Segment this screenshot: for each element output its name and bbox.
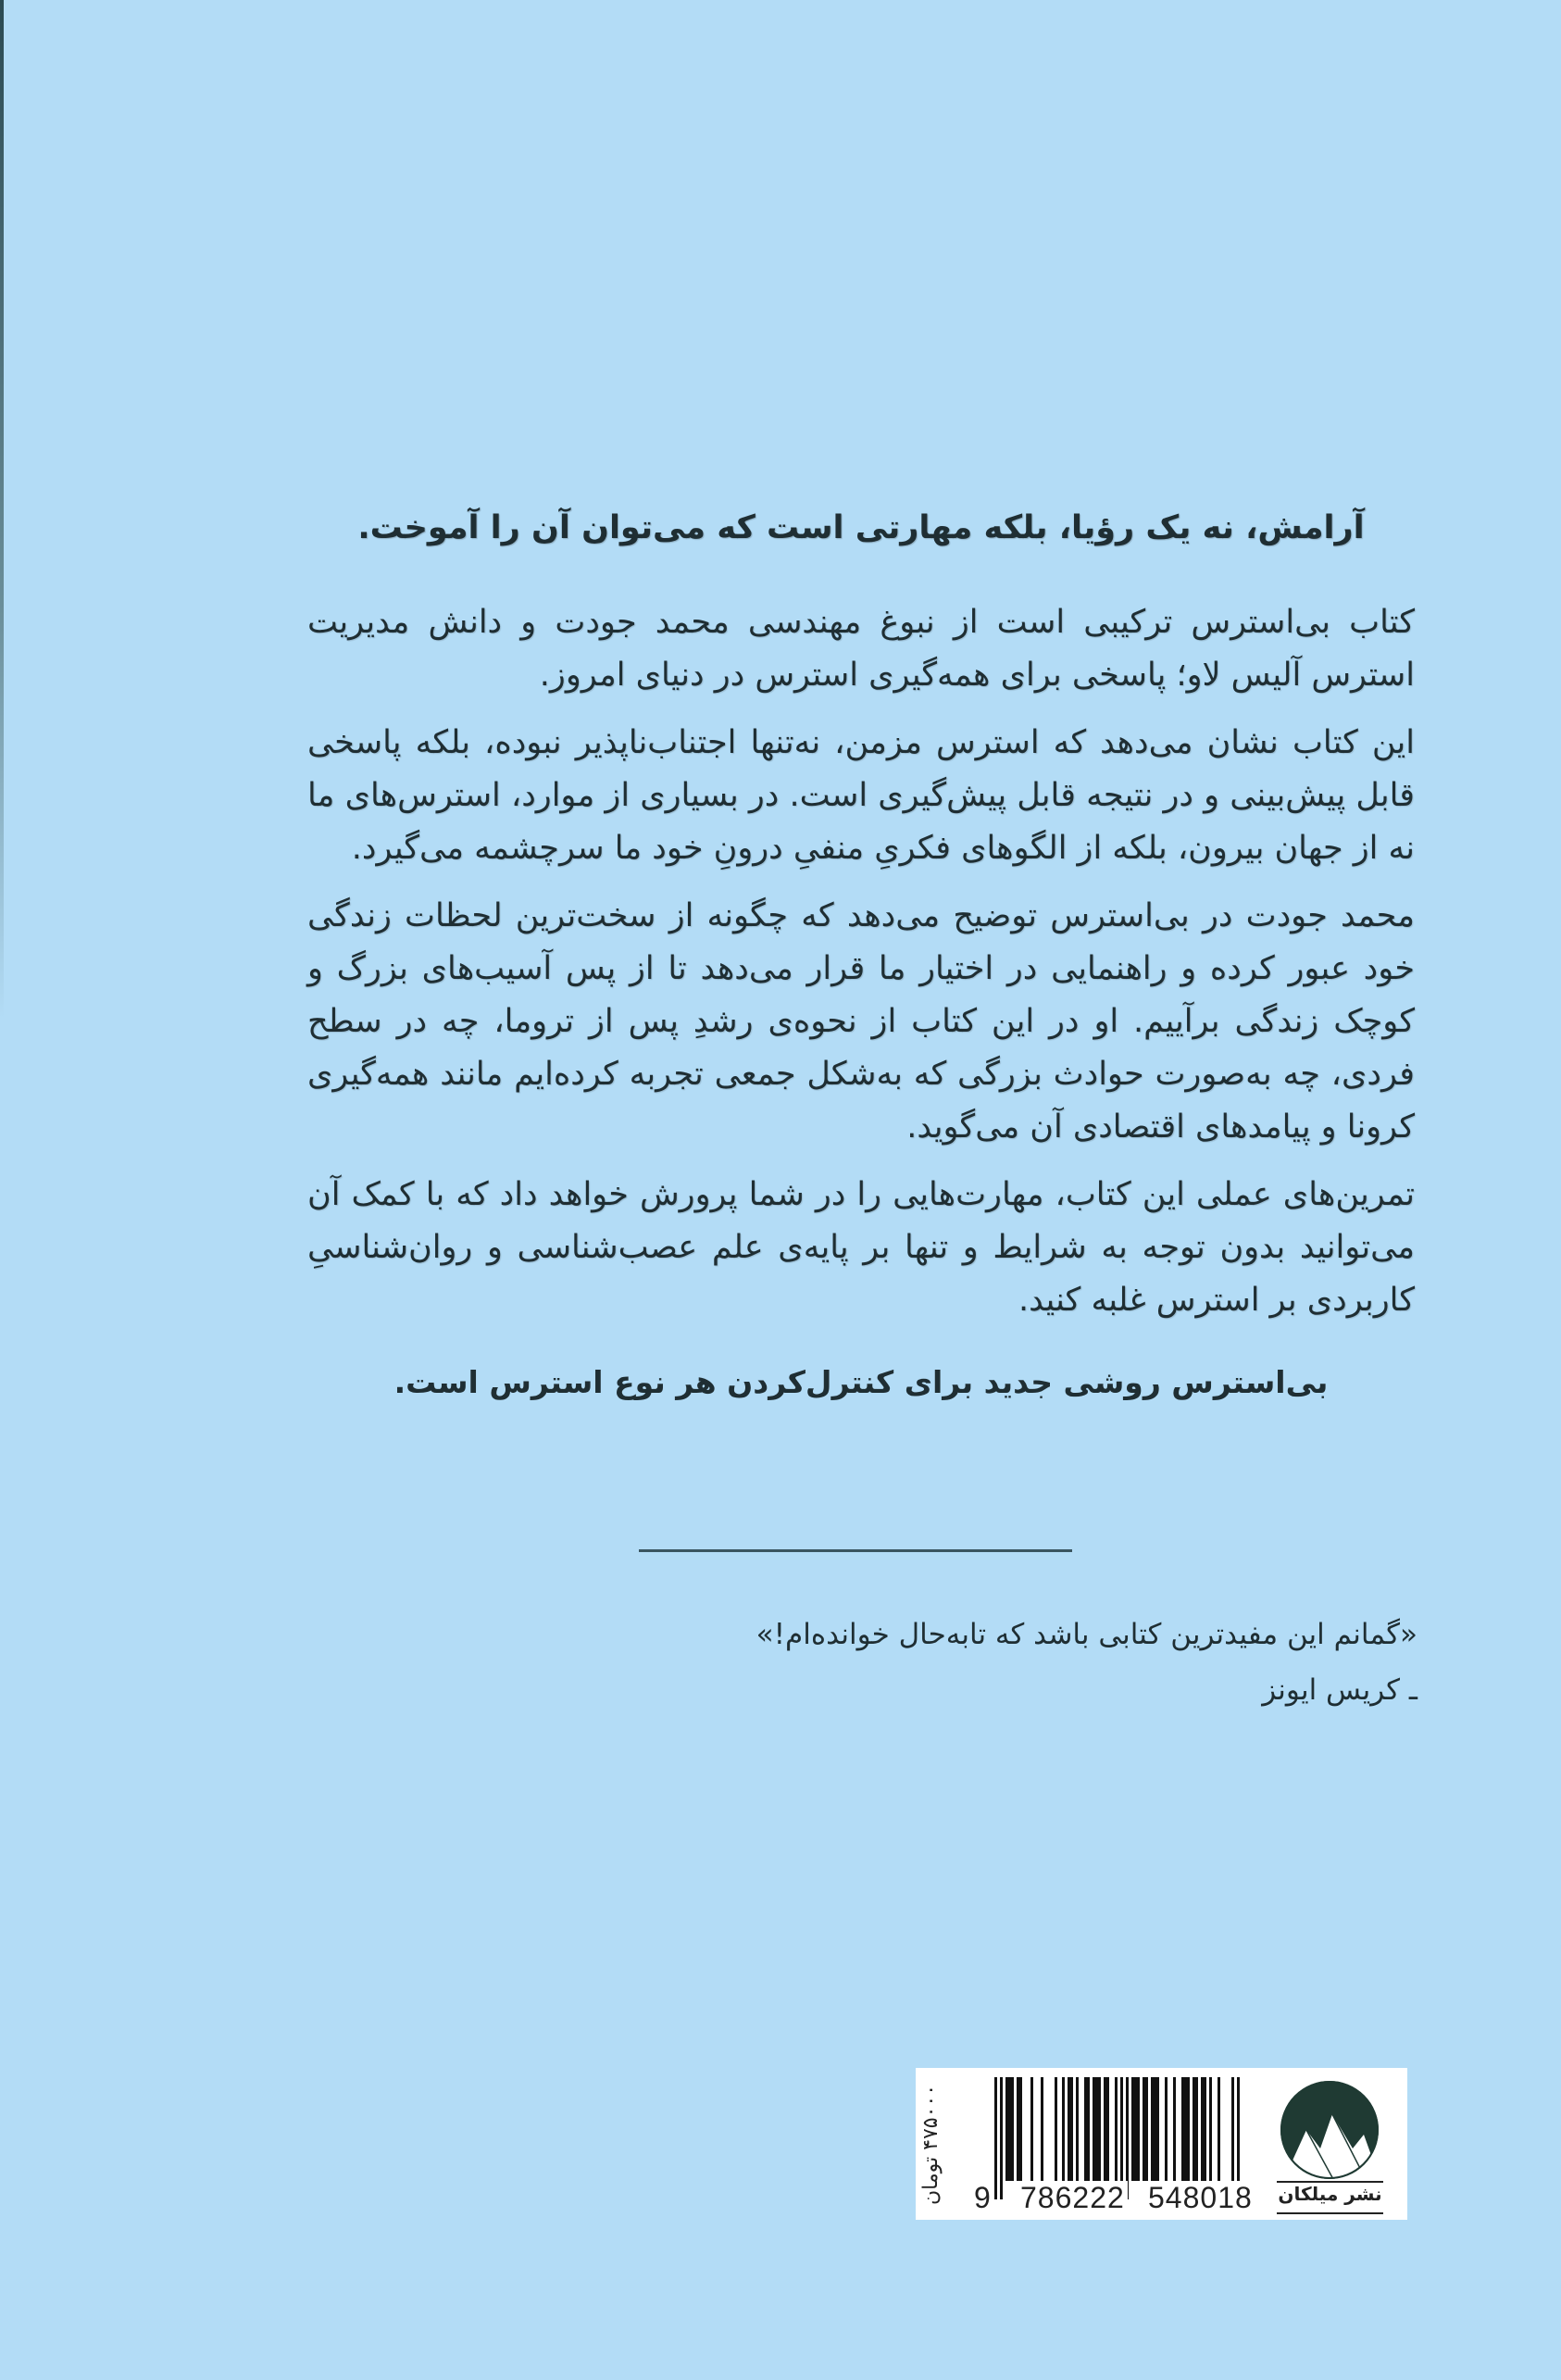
- testimonial-author: ـ کریس ایونز: [1262, 1673, 1417, 1707]
- book-spine-edge: [0, 0, 4, 1019]
- isbn-group-1: 786222: [1018, 2181, 1128, 2215]
- back-cover-blurb: [307, 500, 1415, 1410]
- blurb-paragraph-2: این کتاب نشان می‌دهد که استرس مزمن، نه‌تنها اجتناب‌ناپذیر نبوده، بلکه پاسخی قابل پیش‌بینی و در نتیجه قابل پیش‌گیری است. در بسیاری از موارد، استرس‌های ما نه از جهان بیرون، بلکه از الگوهای فکریِ منفیِ درونِ خود ما سرچشمه می‌گیرد.: [307, 724, 1415, 867]
- blurb-paragraph-3: محمد جودت در بی‌استرس توضیح می‌دهد که چگونه از سخت‌ترین لحظات زندگی خود عبور کرده و راهنمایی در اختیار ما قرار می‌دهد تا از پس آسیب‌های بزرگ و کوچک زندگی برآییم. او در این کتاب از نحوه‌ی رشدِ پس از تروما، چه در سطح فردی، چه به‌صورت حوادث بزرگی که به‌شکل جمعی تجربه کرده‌ایم مانند همه‌گیری کرونا و پیامدهای اقتصادی آن می‌گوید.: [307, 897, 1415, 1146]
- blurb-paragraph-4: تمرین‌های عملی این کتاب، مهارت‌هایی را در شما پرورش خواهد داد که با کمک آن می‌توانید بدون توجه به شرایط و تنها بر پایه‌ی علم عصب‌شناسی و روان‌شناسیِ کاربردی بر استرس غلبه کنید.: [307, 1176, 1415, 1319]
- publisher-rule-bottom: [1277, 2212, 1383, 2214]
- divider-line: [639, 1549, 1072, 1552]
- blurb-paragraph-1: کتاب بی‌استرس ترکیبی است از نبوغ مهندسی محمد جودت و دانش مدیریت استرس آلیس لاو؛ پاسخی برای همه‌گیری استرس در دنیای امروز.: [307, 604, 1415, 694]
- publisher-name: نشر میلکان: [1278, 2183, 1382, 2205]
- lead-sentence: آرامش، نه یک رؤیا، بلکه مهارتی است که می‌توان آن را آموخت.: [357, 509, 1365, 546]
- testimonial-quote: «گمانم این مفیدترین کتابی باشد که تابه‌حال خوانده‌ام!»: [756, 1618, 1417, 1651]
- publisher-logo-icon: [1279, 2079, 1380, 2181]
- testimonial: [756, 1607, 1417, 1718]
- isbn-group-2: 548018: [1145, 2181, 1255, 2215]
- closing-sentence: بی‌استرس روشی جدید برای کنترل‌کردن هر نوع استرس است.: [393, 1364, 1329, 1400]
- barcode-panel: [916, 2068, 1407, 2220]
- isbn-prefix: 9: [974, 2181, 991, 2214]
- price-label: ۴۷۵۰۰۰ تومان: [919, 2084, 943, 2206]
